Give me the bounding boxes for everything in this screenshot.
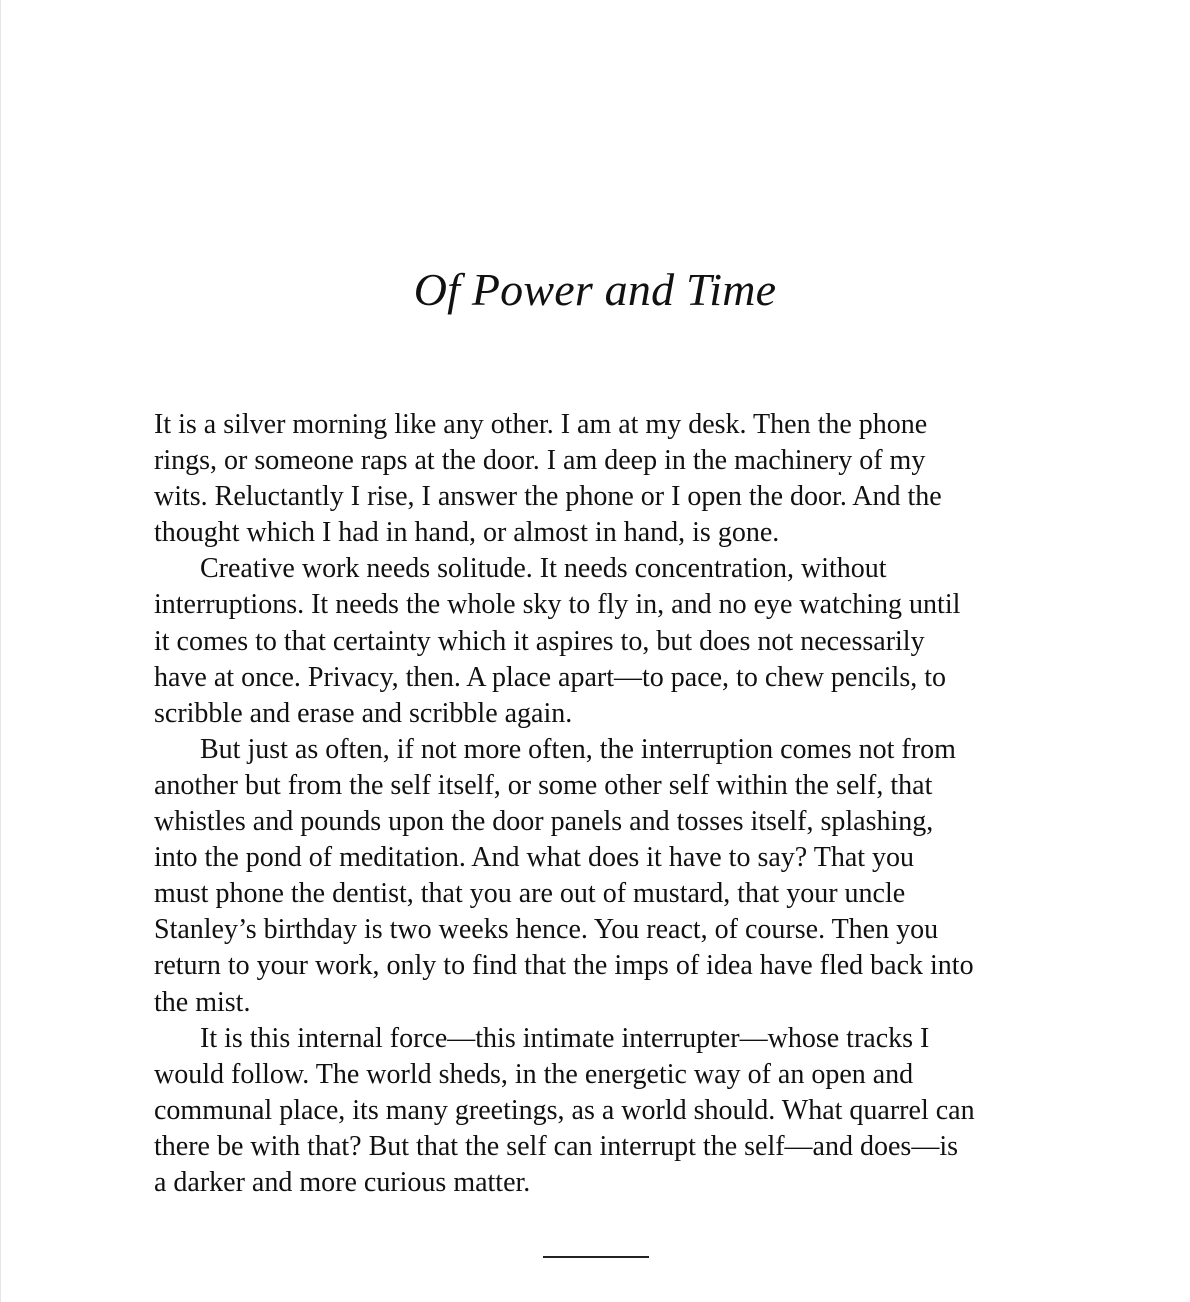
text-line: It is this internal force—this intimate interrupter—whose tracks I bbox=[200, 1022, 930, 1054]
text-line: it comes to that certainty which it aspires to, but does not necessarily bbox=[154, 625, 925, 657]
text-line: Stanley’s birthday is two weeks hence. You react, of course. Then you bbox=[154, 914, 939, 946]
text-line: have at once. Privacy, then. A place apart—to pace, to chew pencils, to bbox=[154, 661, 946, 693]
text-line: return to your work, only to find that the imps of idea have fled back into bbox=[154, 950, 974, 982]
text-line: rings, or someone raps at the door. I am deep in the machinery of my bbox=[154, 445, 926, 477]
text-line: interruptions. It needs the whole sky to fly in, and no eye watching until bbox=[154, 589, 961, 621]
text-line: the mist. bbox=[154, 986, 251, 1018]
text-line: wits. Reluctantly I rise, I answer the phone or I open the door. And the bbox=[154, 481, 942, 513]
text-line: But just as often, if not more often, the interruption comes not from bbox=[200, 733, 956, 765]
text-line: into the pond of meditation. And what does it have to say? That you bbox=[154, 842, 915, 874]
chapter-title: Of Power and Time bbox=[413, 264, 777, 315]
paragraph-4 bbox=[154, 1021, 1044, 1201]
text-line: must phone the dentist, that you are out of mustard, that your uncle bbox=[154, 878, 906, 910]
text-line: scribble and erase and scribble again. bbox=[154, 697, 573, 729]
text-line: Creative work needs solitude. It needs concentration, without bbox=[200, 553, 887, 585]
text-line: there be with that? But that the self can interrupt the self—and does—is bbox=[154, 1130, 958, 1162]
text-line: It is a silver morning like any other. I am at my desk. Then the phone bbox=[154, 409, 928, 440]
text-line: whistles and pounds upon the door panels and tosses itself, splashing, bbox=[154, 806, 934, 838]
page-edge bbox=[0, 0, 1, 1302]
text-line: a darker and more curious matter. bbox=[154, 1166, 531, 1198]
paragraph-1 bbox=[154, 407, 1044, 551]
paragraph-3 bbox=[154, 732, 1044, 1021]
paragraph-2 bbox=[154, 551, 1044, 731]
text-line: thought which I had in hand, or almost in hand, is gone. bbox=[154, 517, 780, 549]
section-end-rule bbox=[543, 1256, 649, 1258]
text-line: communal place, its many greetings, as a world should. What quarrel can bbox=[154, 1094, 975, 1126]
chapter-body bbox=[154, 407, 1044, 1201]
text-line: another but from the self itself, or some other self within the self, that bbox=[154, 769, 933, 801]
text-line: would follow. The world sheds, in the energetic way of an open and bbox=[154, 1058, 914, 1090]
